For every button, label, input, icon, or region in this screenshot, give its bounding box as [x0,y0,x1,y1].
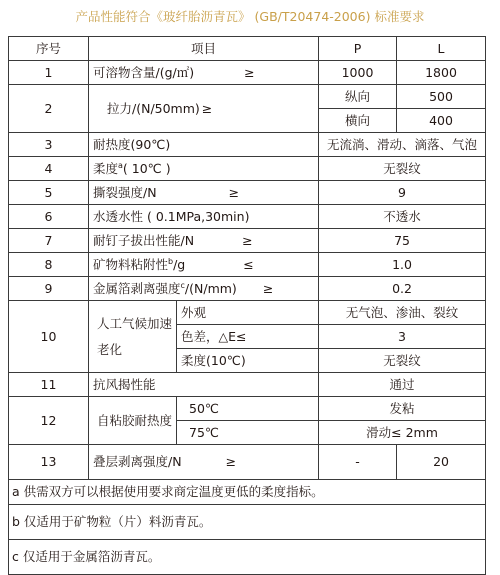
row-item: 自粘胶耐热度 [89,397,177,445]
sub-label: 50℃ [177,397,319,421]
value-l: 20 [397,445,486,480]
table-row [9,373,486,397]
row-item [89,445,319,480]
row-no: 3 [9,133,89,157]
row-item [89,229,319,253]
sub-value: 500 [397,85,486,109]
table-row [9,205,486,229]
sub-label: 外观 [177,301,319,325]
value-p: - [319,445,397,480]
sub-value: 无裂纹 [319,349,486,373]
row-value: 9 [319,181,486,205]
row-value: 无流淌、滑动、滴落、气泡 [319,133,486,157]
table-row [9,277,486,301]
row-item [89,85,319,133]
row-no: 7 [9,229,89,253]
table-row [9,157,486,181]
row-value: 通过 [319,373,486,397]
footnote-marker: c [180,280,185,290]
row-item [89,157,319,181]
footnote-c: c 仅适用于金属箔沥青瓦。 [9,540,486,575]
row-value: 75 [319,229,486,253]
header-l: L [397,37,486,61]
table-row [9,301,486,325]
sub-value: 400 [397,109,486,133]
sub-label: 75℃ [177,421,319,445]
header-no: 序号 [9,37,89,61]
row-item [89,277,319,301]
row-no: 1 [9,61,89,85]
value-p: 1000 [319,61,397,85]
row-item: 抗风揭性能 [89,373,319,397]
footnote-row [9,480,486,505]
condition-sign: ≥ [262,280,274,296]
item-label-suffix: /g [173,256,186,272]
table-row [9,133,486,157]
item-label: 矿物料粘附性 [93,256,169,272]
sub-label: 纵向 [319,85,397,109]
sub-label: 柔度(10℃) [177,349,319,373]
footnote-row [9,505,486,540]
table-row [9,397,486,421]
row-item: 人工气候加速老化 [89,301,177,373]
table-row [9,229,486,253]
condition-sign: ≤ [243,256,254,272]
item-label: 可溶物含量/(g/㎡) [93,64,195,80]
table-row [9,61,486,85]
item-label: 金属箔剥离强度 [93,280,181,296]
footnote-marker: b [168,256,174,266]
sub-label: 色差，△E≤ [177,325,319,349]
row-item: 耐热度(90℃) [89,133,319,157]
sub-value: 3 [319,325,486,349]
header-item: 项目 [89,37,319,61]
row-no: 8 [9,253,89,277]
footnote-a: a 供需双方可以根据使用要求商定温度更低的柔度指标。 [9,480,486,505]
header-row [9,37,486,61]
row-no: 11 [9,373,89,397]
row-no: 5 [9,181,89,205]
condition-sign: ≥ [228,184,240,200]
footnote-marker: a [118,160,123,170]
footnote-b: b 仅适用于矿物粒（片）料沥青瓦。 [9,505,486,540]
condition-sign: ≥ [242,232,253,248]
sub-value: 滑动≤ 2mm [319,421,486,445]
row-no: 2 [9,85,89,133]
value-l: 1800 [397,61,486,85]
header-p: P [319,37,397,61]
row-value: 无裂纹 [319,157,486,181]
row-no: 4 [9,157,89,181]
table-row [9,181,486,205]
item-label: 叠层剥离强度/N [93,454,182,469]
item-label-suffix: ( 10℃ ) [122,160,171,176]
item-label: 撕裂强度/N [93,184,157,200]
row-value: 0.2 [319,277,486,301]
row-item [89,61,319,85]
table-row [9,445,486,480]
sub-value: 无气泡、渗油、裂纹 [319,301,486,325]
row-item [89,253,319,277]
spec-table [8,36,486,575]
item-label: 拉力/(N/50mm) [107,100,200,116]
row-value: 1.0 [319,253,486,277]
condition-sign: ≥ [225,454,237,469]
item-label: 柔度 [93,160,119,176]
item-label: 耐钉子拔出性能/N [93,232,195,248]
condition-sign: ≥ [244,64,255,80]
row-no: 6 [9,205,89,229]
sub-value: 发粘 [319,397,486,421]
row-item: 水透水性 ( 0.1MPa,30min) [89,205,319,229]
table-row [9,253,486,277]
row-item [89,181,319,205]
row-no: 9 [9,277,89,301]
footnote-row [9,540,486,575]
row-no: 10 [9,301,89,373]
row-no: 12 [9,397,89,445]
item-label-suffix: /(N/mm) [184,280,237,296]
table-row [9,85,486,109]
page-title: 产品性能符合《玻纤胎沥青瓦》 (GB/T20474-2006) 标准要求 [75,9,425,24]
sub-label: 横向 [319,109,397,133]
condition-sign: ≥ [201,100,213,116]
row-no: 13 [9,445,89,480]
row-value: 不透水 [319,205,486,229]
